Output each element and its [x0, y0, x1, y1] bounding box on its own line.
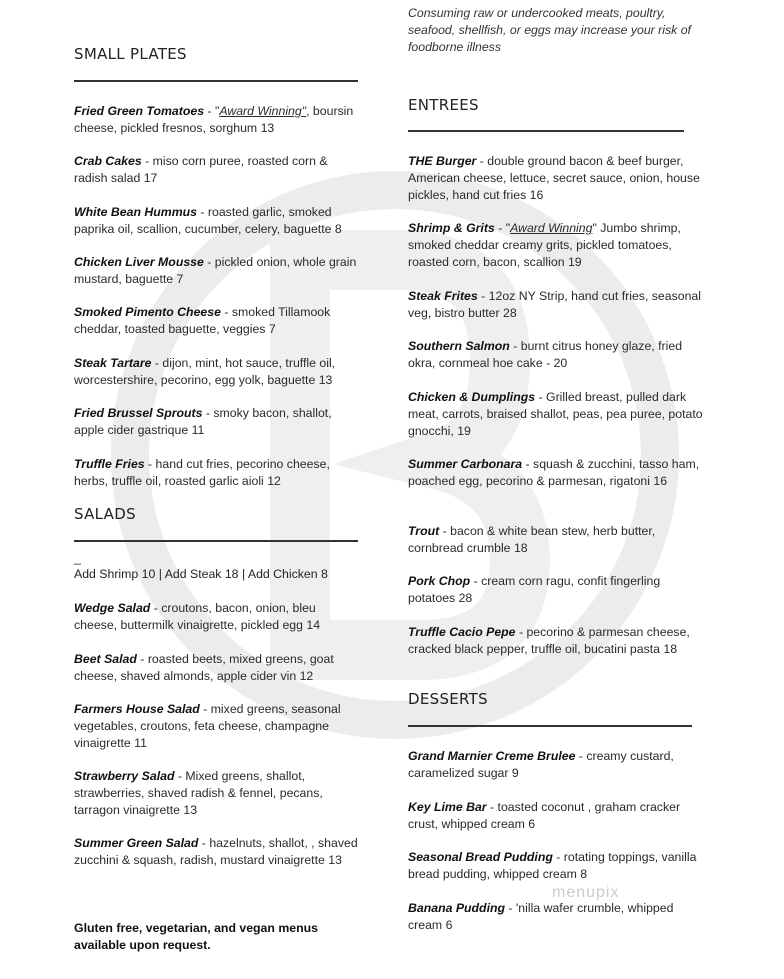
- menu-item-name: Steak Frites: [408, 289, 478, 303]
- divider: [74, 540, 358, 542]
- menu-item: [74, 456, 359, 490]
- menu-item-name: Smoked Pimento Cheese: [74, 305, 221, 319]
- menu-item: [74, 204, 359, 238]
- menu-item-description: - roasted beets, mixed greens, goat cheese, shaved almonds, apple cider vin 12: [74, 652, 334, 683]
- menu-item-name: Beet Salad: [74, 652, 137, 666]
- menu-item-description: - 'nilla wafer crumble, whipped cream 6: [408, 901, 674, 932]
- menu-item-name: Farmers House Salad: [74, 702, 200, 716]
- menu-item: [74, 304, 359, 338]
- menu-item-description: " Jumbo shrimp, smoked cheddar creamy grits, pickled tomatoes, roasted corn, bacon, scallion 19: [408, 221, 681, 269]
- divider: [408, 130, 684, 132]
- menu-item: [74, 835, 359, 869]
- menu-item: [408, 900, 703, 934]
- menu-item-description: - croutons, bacon, onion, bleu cheese, buttermilk vinaigrette, pickled egg 14: [74, 601, 321, 632]
- menu-item-description: - smoky bacon, shallot, apple cider gastrique 11: [74, 406, 332, 437]
- menu-item-description: - double ground bacon & beef burger, American cheese, lettuce, secret sauce, onion, house pickles, hand cut fries 16: [408, 154, 700, 202]
- menu-item: [408, 748, 703, 782]
- menu-item-name: Chicken Liver Mousse: [74, 255, 204, 269]
- menu-item: [74, 701, 359, 752]
- menu-item-name: Truffle Fries: [74, 457, 145, 471]
- menu-item-name: Trout: [408, 524, 440, 538]
- menu-item-description: - mixed greens, seasonal vegetables, croutons, feta cheese, champagne vinaigrette 11: [74, 702, 341, 750]
- menu-item-description: - hazelnuts, shallot, , shaved zucchini & squash, radish, mustard vinaigrette 13: [74, 836, 358, 867]
- menu-item-name: Key Lime Bar: [408, 800, 487, 814]
- menu-item: [74, 355, 359, 389]
- menu-item: [408, 799, 703, 833]
- menu-item-text: - ": [204, 104, 220, 118]
- divider: [408, 725, 692, 727]
- menu-item: [408, 288, 703, 322]
- menu-item-text: - ": [494, 221, 511, 235]
- menu-item: [408, 849, 703, 883]
- menu-item: [408, 389, 703, 440]
- menu-item-name: Wedge Salad: [74, 601, 151, 615]
- menu-item: [74, 600, 359, 634]
- menu-item-description: - squash & zucchini, tasso ham, poached egg, pecorino & parmesan, rigatoni 16: [408, 457, 700, 488]
- menu-item-name: Truffle Cacio Pepe: [408, 625, 516, 639]
- section-title-small-plates: SMALL PLATES: [74, 45, 187, 63]
- menu-item: [74, 651, 359, 685]
- menu-item-description: - pickled onion, whole grain mustard, baguette 7: [74, 255, 357, 286]
- menu-item-description: - 12oz NY Strip, hand cut fries, seasonal veg, bistro butter 28: [408, 289, 702, 320]
- award-badge: Award Winning: [510, 221, 593, 235]
- menu-item: [74, 153, 359, 187]
- menu-item: [408, 153, 703, 204]
- divider: [74, 80, 358, 82]
- menu-item-name: Fried Green Tomatoes: [74, 104, 205, 118]
- menu-item-description: - miso corn puree, roasted corn & radish salad 17: [74, 154, 328, 185]
- menu-item-name: Strawberry Salad: [74, 769, 175, 783]
- menu-item: [74, 405, 359, 439]
- menu-item-description: - roasted garlic, smoked paprika oil, scallion, cucumber, celery, baguette 8: [74, 205, 342, 236]
- menu-item-name: Grand Marnier Creme Brulee: [408, 749, 576, 763]
- dietary-note: Gluten free, vegetarian, and vegan menus available upon request.: [74, 921, 318, 952]
- menu-item-description: - dijon, mint, hot sauce, truffle oil, worcestershire, pecorino, egg yolk, baguette 13: [74, 356, 336, 387]
- menu-item-description: - Grilled breast, pulled dark meat, carrots, braised shallot, peas, pea puree, potato gnocchi, 19: [408, 390, 703, 438]
- menu-item: [408, 456, 703, 490]
- menu-item-name: Southern Salmon: [408, 339, 510, 353]
- section-title-salads: SALADS: [74, 505, 136, 523]
- menu-item: [408, 338, 703, 372]
- menu-item-description: - cream corn ragu, confit fingerling potatoes 28: [408, 574, 661, 605]
- menu-item-name: Summer Green Salad: [74, 836, 199, 850]
- menu-item: [74, 254, 359, 288]
- award-badge: Award Winning": [219, 104, 307, 118]
- menu-item-name: Summer Carbonara: [408, 457, 523, 471]
- salad-addons: Add Shrimp 10 | Add Steak 18 | Add Chicken 8: [74, 567, 328, 581]
- food-safety-notice: Consuming raw or undercooked meats, poultry, seafood, shellfish, or eggs may increase your risk of foodborne illness: [408, 6, 691, 54]
- menu-item-description: - smoked Tillamook cheddar, toasted baguette, veggies 7: [74, 305, 331, 336]
- menu-item-description: - pecorino & parmesan cheese, cracked black pepper, truffle oil, bucatini pasta 18: [408, 625, 690, 656]
- menu-item: [408, 220, 703, 271]
- menu-item: [408, 523, 703, 557]
- salad-dash: _: [74, 551, 81, 565]
- menu-item: [74, 103, 359, 137]
- menu-item-description: - toasted coconut , graham cracker crust, whipped cream 6: [408, 800, 681, 831]
- menu-item: [408, 573, 703, 607]
- menu-item-name: THE Burger: [408, 154, 477, 168]
- menu-item-name: Fried Brussel Sprouts: [74, 406, 203, 420]
- section-title-entrees: ENTREES: [408, 96, 479, 114]
- menu-item-name: White Bean Hummus: [74, 205, 197, 219]
- menu-item-description: - burnt citrus honey glaze, fried okra, cornmeal hoe cake - 20: [408, 339, 683, 370]
- menu-item-name: Crab Cakes: [74, 154, 142, 168]
- menu-item-name: Pork Chop: [408, 574, 471, 588]
- menu-item-name: Banana Pudding: [408, 901, 506, 915]
- menu-item-description: , boursin cheese, pickled fresnos, sorghum 13: [74, 104, 354, 135]
- menu-item-description: - Mixed greens, shallot, strawberries, shaved radish & fennel, pecans, tarragon vinaigrette 13: [74, 769, 323, 817]
- menu-item-description: - rotating toppings, vanilla bread pudding, whipped cream 8: [408, 850, 697, 881]
- menu-item-description: - hand cut fries, pecorino cheese, herbs, truffle oil, roasted garlic aioli 12: [74, 457, 330, 488]
- menu-item-name: Steak Tartare: [74, 356, 152, 370]
- menu-item: [74, 768, 359, 819]
- menu-item: [408, 624, 703, 658]
- menu-item-description: - bacon & white bean stew, herb butter, cornbread crumble 18: [408, 524, 656, 555]
- menu-item-name: Seasonal Bread Pudding: [408, 850, 553, 864]
- watermark-text: menupix: [552, 884, 620, 901]
- menu-item-description: - creamy custard, caramelized sugar 9: [408, 749, 674, 780]
- section-title-desserts: DESSERTS: [408, 690, 488, 708]
- menu-item-name: Chicken & Dumplings: [408, 390, 536, 404]
- menu-item-name: Shrimp & Grits: [408, 221, 495, 235]
